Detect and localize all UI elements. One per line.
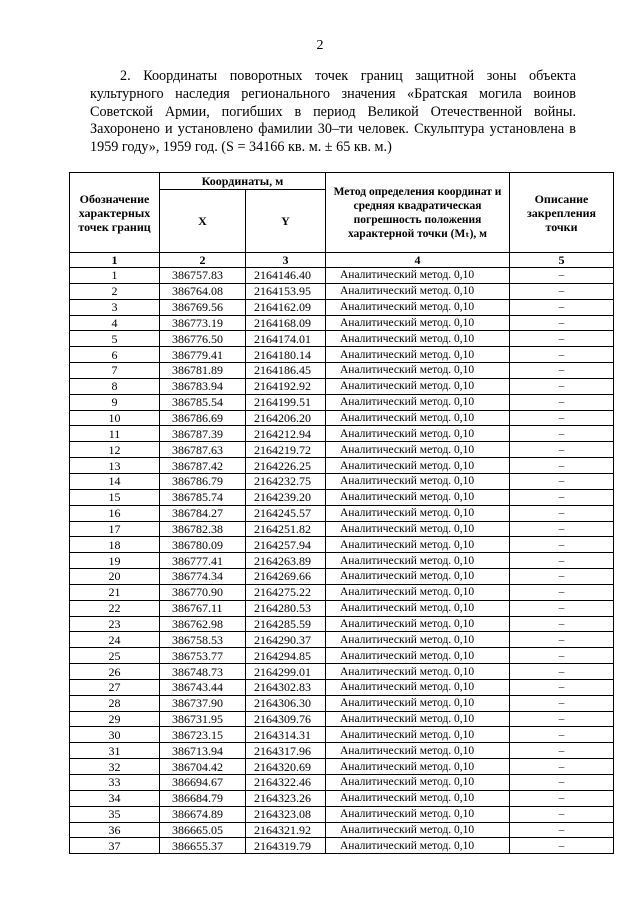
description-cell: – xyxy=(510,458,614,474)
table-row xyxy=(70,648,614,664)
x-coordinate-cell: 386785.74 xyxy=(160,489,246,505)
header-coords: Координаты, м xyxy=(160,173,326,190)
point-id-cell: 1 xyxy=(70,268,160,284)
description-cell: – xyxy=(510,473,614,489)
table-row xyxy=(70,727,614,743)
point-id-cell: 20 xyxy=(70,569,160,585)
x-coordinate-cell: 386783.94 xyxy=(160,378,246,394)
method-cell: Аналитический метод. 0,10 xyxy=(326,759,510,775)
table-row xyxy=(70,822,614,838)
header-point: Обозначение характерных точек границ xyxy=(70,173,160,253)
y-coordinate-cell: 2164206.20 xyxy=(246,410,326,426)
point-id-cell: 9 xyxy=(70,394,160,410)
point-id-cell: 18 xyxy=(70,537,160,553)
x-coordinate-cell: 386704.42 xyxy=(160,759,246,775)
description-cell: – xyxy=(510,442,614,458)
y-coordinate-cell: 2164290.37 xyxy=(246,632,326,648)
x-coordinate-cell: 386762.98 xyxy=(160,616,246,632)
table-row xyxy=(70,537,614,553)
y-coordinate-cell: 2164239.20 xyxy=(246,489,326,505)
description-cell: – xyxy=(510,790,614,806)
column-number: 5 xyxy=(510,253,614,268)
table-row xyxy=(70,632,614,648)
description-cell: – xyxy=(510,489,614,505)
method-cell: Аналитический метод. 0,10 xyxy=(326,473,510,489)
table-row xyxy=(70,315,614,331)
point-id-cell: 32 xyxy=(70,759,160,775)
table-row xyxy=(70,806,614,822)
description-cell: – xyxy=(510,537,614,553)
y-coordinate-cell: 2164174.01 xyxy=(246,331,326,347)
table-row xyxy=(70,584,614,600)
description-cell: – xyxy=(510,268,614,284)
method-cell: Аналитический метод. 0,10 xyxy=(326,458,510,474)
table-row xyxy=(70,268,614,284)
x-coordinate-cell: 386713.94 xyxy=(160,743,246,759)
table-row xyxy=(70,553,614,569)
description-cell: – xyxy=(510,632,614,648)
table-row xyxy=(70,363,614,379)
description-cell: – xyxy=(510,822,614,838)
table-row xyxy=(70,426,614,442)
method-cell: Аналитический метод. 0,10 xyxy=(326,664,510,680)
point-id-cell: 12 xyxy=(70,442,160,458)
description-cell: – xyxy=(510,378,614,394)
y-coordinate-cell: 2164186.45 xyxy=(246,363,326,379)
point-id-cell: 31 xyxy=(70,743,160,759)
table-row xyxy=(70,458,614,474)
method-cell: Аналитический метод. 0,10 xyxy=(326,426,510,442)
point-id-cell: 34 xyxy=(70,790,160,806)
point-id-cell: 29 xyxy=(70,711,160,727)
point-id-cell: 5 xyxy=(70,331,160,347)
table-row xyxy=(70,679,614,695)
description-cell: – xyxy=(510,394,614,410)
header-description: Описание закрепления точки xyxy=(510,173,614,253)
table-row xyxy=(70,759,614,775)
y-coordinate-cell: 2164180.14 xyxy=(246,347,326,363)
x-coordinate-cell: 386684.79 xyxy=(160,790,246,806)
description-cell: – xyxy=(510,727,614,743)
method-cell: Аналитический метод. 0,10 xyxy=(326,489,510,505)
y-coordinate-cell: 2164269.66 xyxy=(246,569,326,585)
table-row xyxy=(70,711,614,727)
point-id-cell: 3 xyxy=(70,299,160,315)
description-cell: – xyxy=(510,584,614,600)
column-number: 2 xyxy=(160,253,246,268)
description-cell: – xyxy=(510,347,614,363)
description-cell: – xyxy=(510,410,614,426)
description-cell: – xyxy=(510,616,614,632)
y-coordinate-cell: 2164192.92 xyxy=(246,378,326,394)
y-coordinate-cell: 2164320.69 xyxy=(246,759,326,775)
x-coordinate-cell: 386777.41 xyxy=(160,553,246,569)
method-cell: Аналитический метод. 0,10 xyxy=(326,442,510,458)
method-cell: Аналитический метод. 0,10 xyxy=(326,537,510,553)
y-coordinate-cell: 2164162.09 xyxy=(246,299,326,315)
column-numbers-row xyxy=(70,253,614,268)
method-cell: Аналитический метод. 0,10 xyxy=(326,806,510,822)
x-coordinate-cell: 386674.89 xyxy=(160,806,246,822)
intro-paragraph xyxy=(90,68,576,157)
method-cell: Аналитический метод. 0,10 xyxy=(326,331,510,347)
y-coordinate-cell: 2164317.96 xyxy=(246,743,326,759)
y-coordinate-cell: 2164168.09 xyxy=(246,315,326,331)
y-coordinate-cell: 2164306.30 xyxy=(246,695,326,711)
header-x: X xyxy=(160,190,246,253)
x-coordinate-cell: 386770.90 xyxy=(160,584,246,600)
description-cell: – xyxy=(510,838,614,854)
description-cell: – xyxy=(510,711,614,727)
description-cell: – xyxy=(510,331,614,347)
point-id-cell: 19 xyxy=(70,553,160,569)
x-coordinate-cell: 386757.83 xyxy=(160,268,246,284)
x-coordinate-cell: 386748.73 xyxy=(160,664,246,680)
point-id-cell: 25 xyxy=(70,648,160,664)
description-cell: – xyxy=(510,775,614,791)
table-row xyxy=(70,664,614,680)
y-coordinate-cell: 2164323.26 xyxy=(246,790,326,806)
description-cell: – xyxy=(510,679,614,695)
point-id-cell: 8 xyxy=(70,378,160,394)
method-cell: Аналитический метод. 0,10 xyxy=(326,315,510,331)
point-id-cell: 37 xyxy=(70,838,160,854)
method-cell: Аналитический метод. 0,10 xyxy=(326,410,510,426)
y-coordinate-cell: 2164263.89 xyxy=(246,553,326,569)
method-cell: Аналитический метод. 0,10 xyxy=(326,505,510,521)
point-id-cell: 28 xyxy=(70,695,160,711)
y-coordinate-cell: 2164309.76 xyxy=(246,711,326,727)
method-cell: Аналитический метод. 0,10 xyxy=(326,822,510,838)
point-id-cell: 36 xyxy=(70,822,160,838)
point-id-cell: 24 xyxy=(70,632,160,648)
x-coordinate-cell: 386776.50 xyxy=(160,331,246,347)
y-coordinate-cell: 2164245.57 xyxy=(246,505,326,521)
point-id-cell: 7 xyxy=(70,363,160,379)
point-id-cell: 6 xyxy=(70,347,160,363)
description-cell: – xyxy=(510,299,614,315)
point-id-cell: 21 xyxy=(70,584,160,600)
point-id-cell: 13 xyxy=(70,458,160,474)
table-row xyxy=(70,378,614,394)
x-coordinate-cell: 386787.42 xyxy=(160,458,246,474)
method-cell: Аналитический метод. 0,10 xyxy=(326,711,510,727)
x-coordinate-cell: 386785.54 xyxy=(160,394,246,410)
point-id-cell: 16 xyxy=(70,505,160,521)
table-row xyxy=(70,299,614,315)
description-cell: – xyxy=(510,743,614,759)
point-id-cell: 23 xyxy=(70,616,160,632)
point-id-cell: 26 xyxy=(70,664,160,680)
method-cell: Аналитический метод. 0,10 xyxy=(326,394,510,410)
description-cell: – xyxy=(510,806,614,822)
method-cell: Аналитический метод. 0,10 xyxy=(326,363,510,379)
x-coordinate-cell: 386786.69 xyxy=(160,410,246,426)
method-cell: Аналитический метод. 0,10 xyxy=(326,553,510,569)
x-coordinate-cell: 386781.89 xyxy=(160,363,246,379)
x-coordinate-cell: 386655.37 xyxy=(160,838,246,854)
y-coordinate-cell: 2164153.95 xyxy=(246,283,326,299)
description-cell: – xyxy=(510,569,614,585)
point-id-cell: 4 xyxy=(70,315,160,331)
method-cell: Аналитический метод. 0,10 xyxy=(326,727,510,743)
table-row xyxy=(70,283,614,299)
x-coordinate-cell: 386764.08 xyxy=(160,283,246,299)
x-coordinate-cell: 386780.09 xyxy=(160,537,246,553)
description-cell: – xyxy=(510,759,614,775)
method-cell: Аналитический метод. 0,10 xyxy=(326,521,510,537)
x-coordinate-cell: 386773.19 xyxy=(160,315,246,331)
y-coordinate-cell: 2164199.51 xyxy=(246,394,326,410)
x-coordinate-cell: 386758.53 xyxy=(160,632,246,648)
point-id-cell: 11 xyxy=(70,426,160,442)
method-cell: Аналитический метод. 0,10 xyxy=(326,679,510,695)
x-coordinate-cell: 386743.44 xyxy=(160,679,246,695)
coordinates-table xyxy=(69,172,614,854)
point-id-cell: 30 xyxy=(70,727,160,743)
y-coordinate-cell: 2164299.01 xyxy=(246,664,326,680)
description-cell: – xyxy=(510,426,614,442)
x-coordinate-cell: 386774.34 xyxy=(160,569,246,585)
header-y: Y xyxy=(246,190,326,253)
x-coordinate-cell: 386767.11 xyxy=(160,600,246,616)
table-row xyxy=(70,600,614,616)
table-row xyxy=(70,331,614,347)
point-id-cell: 15 xyxy=(70,489,160,505)
point-id-cell: 27 xyxy=(70,679,160,695)
method-cell: Аналитический метод. 0,10 xyxy=(326,775,510,791)
x-coordinate-cell: 386786.79 xyxy=(160,473,246,489)
x-coordinate-cell: 386787.63 xyxy=(160,442,246,458)
y-coordinate-cell: 2164257.94 xyxy=(246,537,326,553)
table-row xyxy=(70,790,614,806)
y-coordinate-cell: 2164146.40 xyxy=(246,268,326,284)
description-cell: – xyxy=(510,505,614,521)
point-id-cell: 2 xyxy=(70,283,160,299)
table-body xyxy=(70,268,614,854)
column-number: 3 xyxy=(246,253,326,268)
method-cell: Аналитический метод. 0,10 xyxy=(326,268,510,284)
description-cell: – xyxy=(510,600,614,616)
x-coordinate-cell: 386782.38 xyxy=(160,521,246,537)
x-coordinate-cell: 386769.56 xyxy=(160,299,246,315)
y-coordinate-cell: 2164232.75 xyxy=(246,473,326,489)
description-cell: – xyxy=(510,363,614,379)
y-coordinate-cell: 2164322.46 xyxy=(246,775,326,791)
table-row xyxy=(70,695,614,711)
x-coordinate-cell: 386784.27 xyxy=(160,505,246,521)
table-row xyxy=(70,442,614,458)
table-row xyxy=(70,616,614,632)
table-row xyxy=(70,569,614,585)
table-row xyxy=(70,473,614,489)
x-coordinate-cell: 386694.67 xyxy=(160,775,246,791)
method-cell: Аналитический метод. 0,10 xyxy=(326,283,510,299)
x-coordinate-cell: 386787.39 xyxy=(160,426,246,442)
method-cell: Аналитический метод. 0,10 xyxy=(326,569,510,585)
method-cell: Аналитический метод. 0,10 xyxy=(326,838,510,854)
x-coordinate-cell: 386753.77 xyxy=(160,648,246,664)
y-coordinate-cell: 2164323.08 xyxy=(246,806,326,822)
y-coordinate-cell: 2164302.83 xyxy=(246,679,326,695)
x-coordinate-cell: 386723.15 xyxy=(160,727,246,743)
y-coordinate-cell: 2164275.22 xyxy=(246,584,326,600)
description-cell: – xyxy=(510,521,614,537)
method-cell: Аналитический метод. 0,10 xyxy=(326,695,510,711)
point-id-cell: 17 xyxy=(70,521,160,537)
intro-text: 2. Координаты поворотных точек границ защитной зоны объекта культурного наследия регионального значения «Братская могила воинов Советской Армии, погибших в период Великой Отечественной войны. Захоронено и установлено фамилии 30–ти человек. Скульптура установлена в 1959 году», 1959 год. (S = 34166 кв. м. ± 65 кв. м.) xyxy=(90,68,576,156)
point-id-cell: 14 xyxy=(70,473,160,489)
x-coordinate-cell: 386737.90 xyxy=(160,695,246,711)
y-coordinate-cell: 2164314.31 xyxy=(246,727,326,743)
method-cell: Аналитический метод. 0,10 xyxy=(326,600,510,616)
method-cell: Аналитический метод. 0,10 xyxy=(326,299,510,315)
method-cell: Аналитический метод. 0,10 xyxy=(326,347,510,363)
y-coordinate-cell: 2164294.85 xyxy=(246,648,326,664)
table-row xyxy=(70,410,614,426)
method-cell: Аналитический метод. 0,10 xyxy=(326,743,510,759)
x-coordinate-cell: 386665.05 xyxy=(160,822,246,838)
point-id-cell: 33 xyxy=(70,775,160,791)
table-row xyxy=(70,775,614,791)
table-row xyxy=(70,505,614,521)
description-cell: – xyxy=(510,664,614,680)
table-row xyxy=(70,521,614,537)
y-coordinate-cell: 2164319.79 xyxy=(246,838,326,854)
description-cell: – xyxy=(510,695,614,711)
method-cell: Аналитический метод. 0,10 xyxy=(326,584,510,600)
column-number: 1 xyxy=(70,253,160,268)
y-coordinate-cell: 2164219.72 xyxy=(246,442,326,458)
method-cell: Аналитический метод. 0,10 xyxy=(326,648,510,664)
point-id-cell: 35 xyxy=(70,806,160,822)
description-cell: – xyxy=(510,553,614,569)
point-id-cell: 10 xyxy=(70,410,160,426)
y-coordinate-cell: 2164226.25 xyxy=(246,458,326,474)
page-number: 2 xyxy=(316,38,324,53)
table-row xyxy=(70,743,614,759)
y-coordinate-cell: 2164280.53 xyxy=(246,600,326,616)
method-cell: Аналитический метод. 0,10 xyxy=(326,790,510,806)
table-row xyxy=(70,838,614,854)
table-row xyxy=(70,347,614,363)
method-cell: Аналитический метод. 0,10 xyxy=(326,378,510,394)
y-coordinate-cell: 2164321.92 xyxy=(246,822,326,838)
point-id-cell: 22 xyxy=(70,600,160,616)
description-cell: – xyxy=(510,648,614,664)
column-number: 4 xyxy=(326,253,510,268)
method-cell: Аналитический метод. 0,10 xyxy=(326,616,510,632)
description-cell: – xyxy=(510,315,614,331)
x-coordinate-cell: 386731.95 xyxy=(160,711,246,727)
y-coordinate-cell: 2164285.59 xyxy=(246,616,326,632)
method-cell: Аналитический метод. 0,10 xyxy=(326,632,510,648)
table-row xyxy=(70,394,614,410)
table-row xyxy=(70,489,614,505)
y-coordinate-cell: 2164212.94 xyxy=(246,426,326,442)
description-cell: – xyxy=(510,283,614,299)
y-coordinate-cell: 2164251.82 xyxy=(246,521,326,537)
x-coordinate-cell: 386779.41 xyxy=(160,347,246,363)
header-method: Метод определения координат и средняя квадратическая погрешность положения характерной точки (Mₜ), м xyxy=(326,173,510,253)
